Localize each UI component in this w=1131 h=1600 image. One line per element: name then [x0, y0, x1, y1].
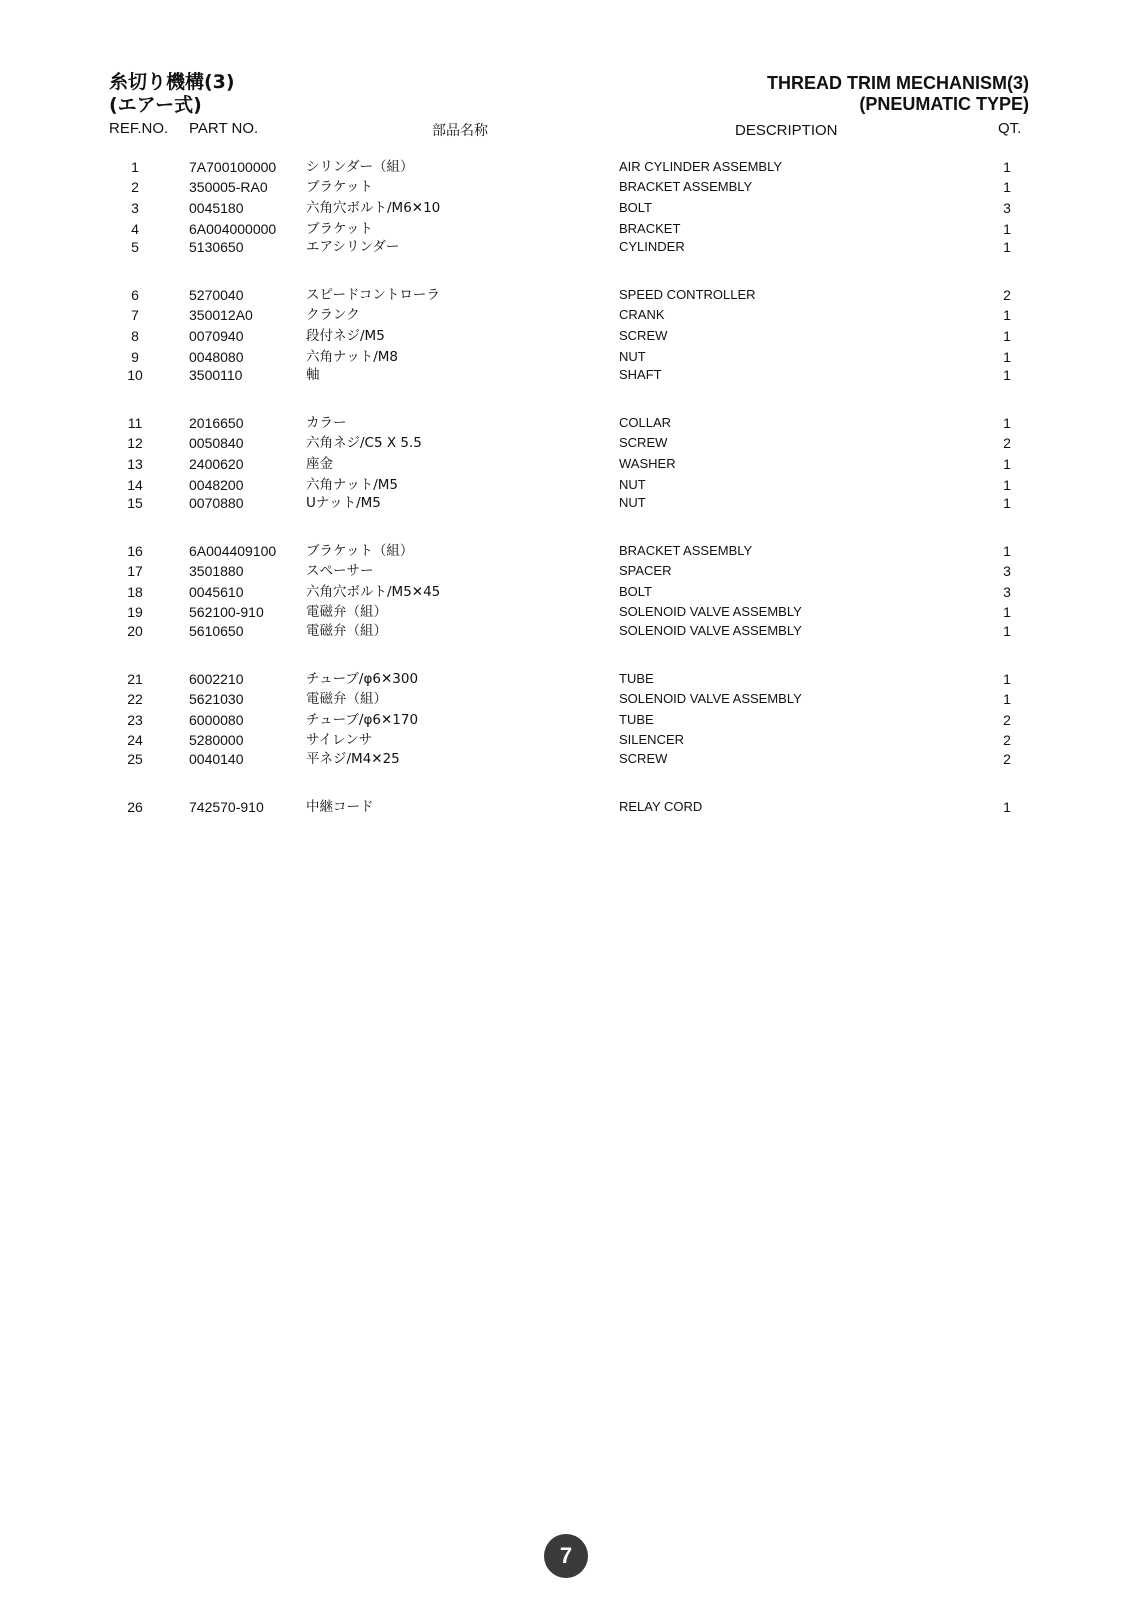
- description: CRANK: [619, 307, 665, 322]
- description: NUT: [619, 495, 646, 510]
- part-number: 350005-RA0: [189, 179, 268, 195]
- ref-number: 6: [131, 287, 139, 303]
- ref-number: 12: [127, 435, 143, 451]
- japanese-name: 六角穴ボルト/M6✕10: [306, 200, 441, 216]
- table-row: [0, 582, 1131, 602]
- header-description: DESCRIPTION: [735, 122, 838, 139]
- description: AIR CYLINDER ASSEMBLY: [619, 159, 783, 174]
- japanese-name: シリンダー（組）: [306, 159, 414, 175]
- description: NUT: [619, 477, 646, 492]
- part-number: 5621030: [189, 691, 244, 707]
- quantity: 1: [1003, 179, 1011, 195]
- part-number: 5610650: [189, 623, 244, 639]
- ref-number: 13: [127, 456, 143, 472]
- table-row: [0, 749, 1131, 769]
- table-row: [0, 285, 1131, 305]
- part-number: 0048080: [189, 349, 244, 365]
- japanese-name: エアシリンダー: [306, 239, 400, 255]
- japanese-name: チューブ/φ6✕300: [306, 671, 419, 687]
- description: SOLENOID VALVE ASSEMBLY: [619, 623, 802, 638]
- description: CYLINDER: [619, 239, 685, 254]
- description: COLLAR: [619, 415, 672, 430]
- description: SPACER: [619, 563, 672, 578]
- part-number: 5280000: [189, 732, 244, 748]
- japanese-name: 六角ナット/M5: [306, 477, 399, 493]
- description: WASHER: [619, 456, 676, 471]
- japanese-name: 六角ナット/M8: [306, 349, 399, 365]
- ref-number: 2: [131, 179, 139, 195]
- table-row: [0, 413, 1131, 433]
- ref-number: 20: [127, 623, 143, 639]
- ref-number: 25: [127, 751, 143, 767]
- table-row: [0, 797, 1131, 817]
- table-row: [0, 730, 1131, 750]
- quantity: 1: [1003, 328, 1011, 344]
- description: SPEED CONTROLLER: [619, 287, 756, 302]
- ref-number: 9: [131, 349, 139, 365]
- part-number: 6002210: [189, 671, 244, 687]
- ref-number: 11: [127, 415, 143, 431]
- japanese-name: スピードコントローラ: [306, 287, 440, 303]
- title-english-line2: (PNEUMATIC TYPE): [859, 94, 1029, 114]
- description: BOLT: [619, 584, 652, 599]
- description: TUBE: [619, 671, 654, 686]
- ref-number: 14: [127, 477, 143, 493]
- table-row: [0, 198, 1131, 218]
- description: SCREW: [619, 328, 668, 343]
- description: BOLT: [619, 200, 652, 215]
- quantity: 1: [1003, 349, 1011, 365]
- japanese-name: 電磁弁（組）: [306, 623, 387, 639]
- ref-number: 18: [127, 584, 143, 600]
- table-row: [0, 541, 1131, 561]
- part-number: 0050840: [189, 435, 244, 451]
- ref-number: 7: [131, 307, 139, 323]
- japanese-name: 段付ネジ/M5: [306, 328, 385, 344]
- japanese-name: 平ネジ/M4✕25: [306, 751, 400, 767]
- description: BRACKET ASSEMBLY: [619, 179, 753, 194]
- part-number: 0070880: [189, 495, 244, 511]
- japanese-name: ブラケット: [306, 179, 373, 195]
- ref-number: 19: [127, 604, 143, 620]
- ref-number: 26: [127, 799, 143, 815]
- quantity: 1: [1003, 159, 1011, 175]
- quantity: 3: [1003, 584, 1011, 600]
- japanese-name: クランク: [306, 307, 360, 323]
- japanese-name: 座金: [306, 456, 333, 472]
- part-number: 0045180: [189, 200, 244, 216]
- quantity: 2: [1003, 751, 1011, 767]
- table-row: [0, 454, 1131, 474]
- ref-number: 24: [127, 732, 143, 748]
- description: TUBE: [619, 712, 654, 727]
- quantity: 1: [1003, 799, 1011, 815]
- japanese-name: チューブ/φ6✕170: [306, 712, 419, 728]
- quantity: 3: [1003, 563, 1011, 579]
- quantity: 2: [1003, 287, 1011, 303]
- table-row: [0, 689, 1131, 709]
- quantity: 1: [1003, 239, 1011, 255]
- table-row: [0, 157, 1131, 177]
- quantity: 1: [1003, 415, 1011, 431]
- description: RELAY CORD: [619, 799, 703, 814]
- description: NUT: [619, 349, 646, 364]
- part-number: 350012A0: [189, 307, 253, 323]
- quantity: 1: [1003, 495, 1011, 511]
- ref-number: 4: [131, 221, 139, 237]
- description: SILENCER: [619, 732, 685, 747]
- table-row: [0, 347, 1131, 367]
- quantity: 1: [1003, 456, 1011, 472]
- header-part-no: PART NO.: [189, 120, 259, 137]
- japanese-name: 六角ネジ/C5 X 5.5: [306, 435, 422, 451]
- part-number: 0070940: [189, 328, 244, 344]
- quantity: 3: [1003, 200, 1011, 216]
- japanese-name: ブラケット: [306, 221, 373, 237]
- table-row: [0, 669, 1131, 689]
- table-row: [0, 305, 1131, 325]
- ref-number: 3: [131, 200, 139, 216]
- title-japanese-line1: 糸切り機構(3): [109, 71, 235, 93]
- table-row: [0, 493, 1131, 513]
- japanese-name: スペーサー: [306, 563, 374, 579]
- part-number: 562100-910: [189, 604, 264, 620]
- part-number: 2016650: [189, 415, 244, 431]
- description: SCREW: [619, 435, 668, 450]
- table-row: [0, 475, 1131, 495]
- header-quantity: QT.: [998, 120, 1022, 137]
- ref-number: 1: [131, 159, 139, 175]
- japanese-name: 電磁弁（組）: [306, 604, 387, 620]
- part-number: 2400620: [189, 456, 244, 472]
- ref-number: 22: [127, 691, 143, 707]
- japanese-name: サイレンサ: [306, 732, 373, 748]
- ref-number: 23: [127, 712, 143, 728]
- ref-number: 5: [131, 239, 139, 255]
- quantity: 2: [1003, 732, 1011, 748]
- table-row: [0, 602, 1131, 622]
- japanese-name: 六角穴ボルト/M5✕45: [306, 584, 441, 600]
- quantity: 1: [1003, 221, 1011, 237]
- quantity: 1: [1003, 307, 1011, 323]
- header-japanese-name: 部品名称: [432, 123, 488, 139]
- table-row: [0, 326, 1131, 346]
- quantity: 1: [1003, 367, 1011, 383]
- part-number: 0040140: [189, 751, 244, 767]
- ref-number: 15: [127, 495, 143, 511]
- description: BRACKET ASSEMBLY: [619, 543, 753, 558]
- table-row: [0, 219, 1131, 239]
- part-number: 3500110: [189, 367, 243, 383]
- japanese-name: 軸: [306, 367, 320, 383]
- ref-number: 8: [131, 328, 139, 344]
- quantity: 1: [1003, 671, 1011, 687]
- japanese-name: カラー: [306, 415, 347, 431]
- quantity: 1: [1003, 477, 1011, 493]
- description: SOLENOID VALVE ASSEMBLY: [619, 604, 802, 619]
- table-row: [0, 433, 1131, 453]
- table-row: [0, 365, 1131, 385]
- table-row: [0, 561, 1131, 581]
- part-number: 5270040: [189, 287, 244, 303]
- ref-number: 21: [127, 671, 143, 687]
- part-number: 742570-910: [189, 799, 264, 815]
- japanese-name: 電磁弁（組）: [306, 691, 387, 707]
- part-number: 0048200: [189, 477, 244, 493]
- part-number: 6000080: [189, 712, 244, 728]
- quantity: 2: [1003, 435, 1011, 451]
- japanese-name: ブラケット（組）: [306, 543, 414, 559]
- header-ref-no: REF.NO.: [109, 120, 169, 137]
- description: SHAFT: [619, 367, 662, 382]
- japanese-name: Uナット/M5: [306, 495, 381, 511]
- part-number: 5130650: [189, 239, 244, 255]
- part-number: 3501880: [189, 563, 244, 579]
- ref-number: 16: [127, 543, 143, 559]
- table-row: [0, 621, 1131, 641]
- title-japanese-line2: (エアー式): [109, 94, 202, 116]
- japanese-name: 中継コード: [306, 799, 374, 815]
- table-row: [0, 177, 1131, 197]
- table-row: [0, 710, 1131, 730]
- part-number: 6A004409100: [189, 543, 277, 559]
- ref-number: 10: [127, 367, 143, 383]
- description: BRACKET: [619, 221, 681, 236]
- ref-number: 17: [127, 563, 143, 579]
- description: SCREW: [619, 751, 668, 766]
- quantity: 1: [1003, 604, 1011, 620]
- page-number-badge: 7: [544, 1534, 588, 1578]
- quantity: 2: [1003, 712, 1011, 728]
- part-number: 0045610: [189, 584, 244, 600]
- quantity: 1: [1003, 623, 1011, 639]
- part-number: 6A004000000: [189, 221, 277, 237]
- quantity: 1: [1003, 543, 1011, 559]
- title-english-line1: THREAD TRIM MECHANISM(3): [767, 73, 1029, 93]
- table-row: [0, 237, 1131, 257]
- part-number: 7A700100000: [189, 159, 277, 175]
- description: SOLENOID VALVE ASSEMBLY: [619, 691, 802, 706]
- quantity: 1: [1003, 691, 1011, 707]
